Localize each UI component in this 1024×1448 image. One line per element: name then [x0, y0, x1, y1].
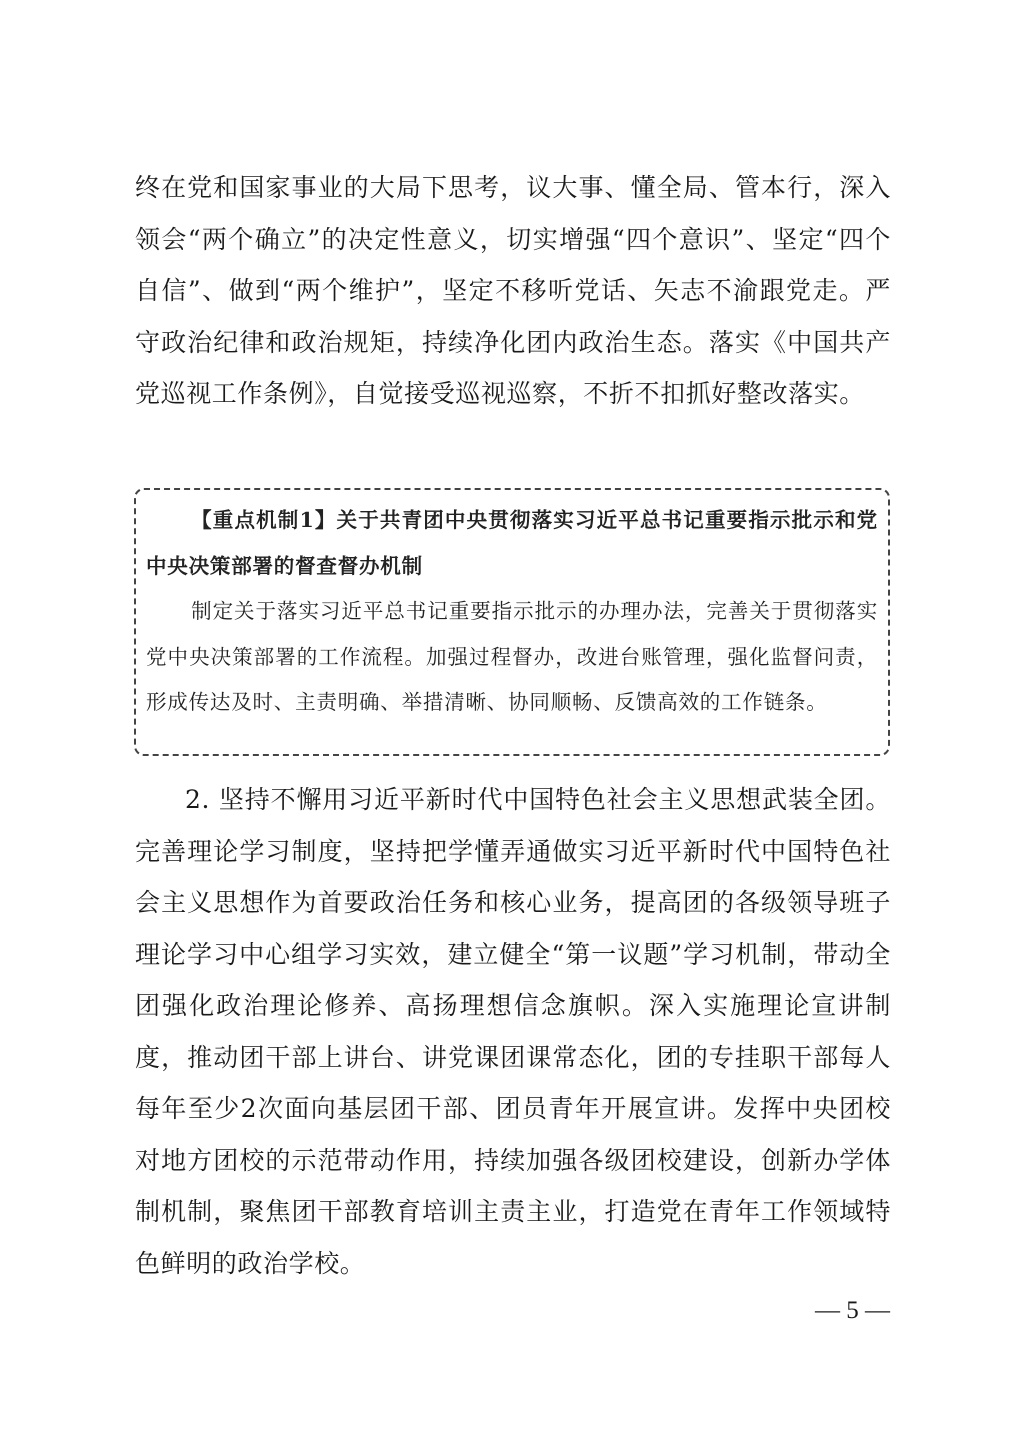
key-mechanism-title: 【重点机制1】关于共青团中央贯彻落实习近平总书记重要指示批示和党中央决策部署的督查督办机制 [146, 508, 878, 578]
paragraph-text: 2. 坚持不懈用习近平新时代中国特色社会主义思想武装全团。完善理论学习制度，坚持把学懂弄通做实习近平新时代中国特色社会主义思想作为首要政治任务和核心业务，提高团的各级领导班子理论学习中心组学习实效，建立健全“第一议题”学习机制，带动全团强化政治理论修养、高扬理想信念旗帜。深入实施理论宣讲制度，推动团干部上讲台、讲党课团课常态化，团的专挂职干部每人每年至少2次面向基层团干部、团员青年开展宣讲。发挥中央团校对地方团校的示范带动作用，持续加强各级团校建设，创新办学体制机制，聚焦团干部教育培训主责主业，打造党在青年工作领域特色鲜明的政治学校。 [135, 785, 891, 1278]
paragraph-text: 终在党和国家事业的大局下思考，议大事、懂全局、管本行，深入领会“两个确立”的决定性意义，切实增强“四个意识”、坚定“四个自信”、做到“两个维护”，坚定不移听党话、矢志不渝跟党走。严守政治纪律和政治规矩，持续净化团内政治生态。落实《中国共产党巡视工作条例》，自觉接受巡视巡察，不折不扣抓好整改落实。 [135, 173, 891, 408]
key-mechanism-box [134, 488, 890, 756]
key-mechanism-content [146, 498, 878, 726]
key-mechanism-body: 制定关于落实习近平总书记重要指示批示的办理办法，完善关于贯彻落实党中央决策部署的工作流程。加强过程督办，改进台账管理，强化监督问责，形成传达及时、主责明确、举措清晰、协同顺畅、反馈高效的工作链条。 [146, 599, 878, 715]
body-paragraph-section-2 [135, 774, 891, 1289]
page-number: — 5 — [815, 1297, 890, 1324]
body-paragraph-continued [135, 162, 891, 420]
